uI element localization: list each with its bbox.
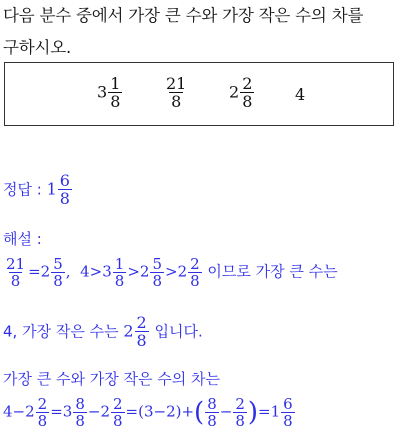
fraction-choice-1: 3 $\frac{1}{8}$ xyxy=(97,74,121,112)
question-line-1: 다음 분수 중에서 가장 큰 수와 가장 작은 수의 차를 xyxy=(3,6,364,25)
answer-line: 정답 : 1 $\frac{6}{8}$ xyxy=(3,171,70,209)
explanation-line-2: 4, 가장 작은 수는 2 $\frac{2}{8}$ 입니다. xyxy=(3,313,203,351)
explanation-label: 해설 : xyxy=(3,230,42,248)
explanation-line-1: $\frac{21}{8}$ =2 $\frac{5}{8}$ , 4>3 $\frac{1}{8}$ >2 $\frac{5}{8}$ >2 $\frac{2}{8}$ 이므로 가장 큰 수는 xyxy=(6,255,338,291)
answer-label: 정답 : xyxy=(3,180,47,199)
fraction-choice-box xyxy=(4,62,394,126)
fraction-choice-2: $\frac{21}{8}$ xyxy=(166,74,187,112)
explanation-line-4: 4−2 $\frac{2}{8}$ =3 $\frac{8}{8}$ −2 $\frac{2}{8}$ =(3−2)+( $\frac{8}{8}$ − $\frac{2}{8}$ )=1 $\frac{6}{8}$ xyxy=(3,395,293,431)
explanation-line-3: 가장 큰 수와 가장 작은 수의 차는 xyxy=(3,370,220,388)
fraction-choice-4: 4 xyxy=(295,85,306,104)
fraction-choice-3: 2 $\frac{2}{8}$ xyxy=(229,74,253,112)
question-line-2: 구하시오. xyxy=(3,38,72,57)
